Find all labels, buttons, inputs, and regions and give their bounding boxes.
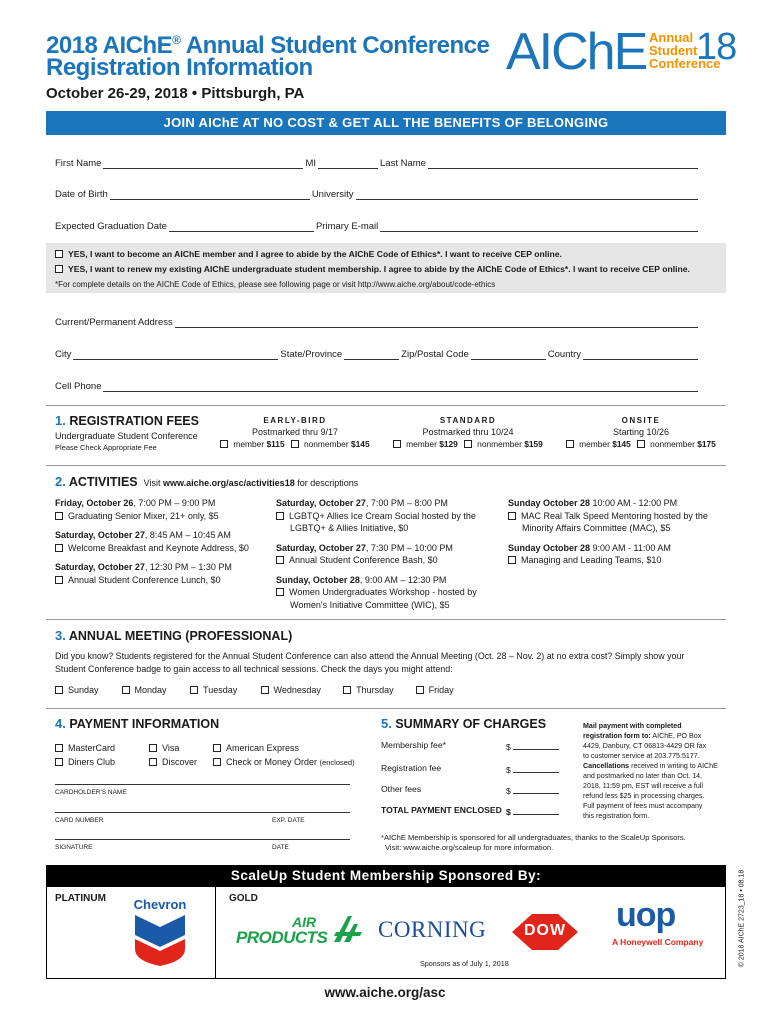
day-label: Tuesday: [203, 685, 238, 695]
fees-heading: [55, 413, 199, 428]
activity-item: [276, 574, 501, 587]
activity-when: Sunday October 28: [508, 542, 591, 553]
platinum-label: PLATINUM: [55, 893, 106, 904]
early-member-checkbox[interactable]: [220, 440, 228, 448]
country-field[interactable]: [583, 350, 698, 360]
title-suffix: Annual Student Conference: [180, 32, 490, 59]
mail-line: [583, 761, 723, 771]
mastercard-label: MasterCard: [68, 743, 116, 753]
summary-title: SUMMARY OF CHARGES: [395, 717, 547, 731]
corning-logo: CORNING: [378, 917, 487, 942]
day-checkbox[interactable]: [55, 686, 63, 694]
early-member-price: $115: [266, 439, 285, 449]
cardholder-line[interactable]: [55, 784, 350, 785]
mail-text: received in writing to AIChE: [629, 762, 718, 770]
phone-row: [55, 381, 700, 392]
card-number-line[interactable]: [55, 812, 350, 813]
membership-new-label: YES, I want to become an AIChE member and I agree to abide by the AIChE Code of Ethics*. I want to receive CEP online.: [68, 249, 562, 259]
email-label: Primary E-mail: [315, 221, 379, 232]
other-fees-label: Other fees: [381, 784, 422, 794]
footer-url[interactable]: www.aiche.org/asc: [324, 985, 446, 1000]
fees-title: REGISTRATION FEES: [69, 414, 199, 428]
aiche-logo: [506, 24, 736, 80]
visa-checkbox[interactable]: [149, 744, 157, 752]
activity-when: Saturday, October 27: [276, 542, 366, 553]
uop-text: uop: [616, 896, 676, 934]
activities-number: 2.: [55, 474, 66, 489]
activity-label: Managing and Leading Teams, $10: [521, 555, 662, 565]
standard-member-checkbox[interactable]: [393, 440, 401, 448]
day-option[interactable]: [343, 685, 413, 695]
day-option[interactable]: [122, 685, 188, 695]
dob-row: [55, 189, 700, 200]
page-subtitle: Registration Information: [46, 54, 313, 81]
payment-title: PAYMENT INFORMATION: [69, 717, 220, 731]
day-label: Monday: [134, 685, 167, 695]
standard-sub: Postmarked thru 10/24: [422, 427, 514, 437]
amex-option[interactable]: [213, 741, 299, 755]
day-checkbox[interactable]: [190, 686, 198, 694]
chevron-shield-icon: [133, 913, 187, 967]
day-checkbox[interactable]: [122, 686, 130, 694]
email-field[interactable]: [380, 222, 698, 232]
grad-row: [55, 221, 700, 232]
activity-item[interactable]: [55, 574, 270, 587]
onsite-non-label: nonmember: [650, 439, 695, 449]
chevron-logo: [128, 897, 192, 969]
activity-time: , 8:45 AM – 10:45 AM: [144, 530, 231, 540]
products-text: PRODUCTS: [236, 928, 328, 947]
honeywell-text: A Honeywell Company: [612, 937, 704, 947]
activity-time: , 7:30 PM – 10:00 PM: [365, 542, 453, 553]
activity-item[interactable]: [276, 554, 501, 567]
activity-label-cont: Women's Initiative Committee (WIC), $5: [290, 599, 450, 610]
standard-member-label: member: [406, 439, 437, 449]
day-label: Wednesday: [273, 685, 321, 695]
activity-label-cont: LGBTQ+ & Allies Initiative, $0: [290, 523, 409, 533]
gold-label: GOLD: [229, 893, 258, 904]
uop-logo: [612, 896, 712, 952]
diners-option[interactable]: [55, 755, 115, 769]
activities-rule: [46, 465, 726, 466]
activity-time: 10:00 AM - 12:00 PM: [590, 498, 678, 508]
activity-time: , 7:00 PM – 8:00 PM: [365, 498, 448, 508]
activity-when: Saturday, October 27: [55, 562, 145, 572]
annual-title: ANNUAL MEETING (PROFESSIONAL): [68, 629, 293, 643]
activity-checkbox[interactable]: [508, 556, 516, 564]
mi-label: MI: [305, 158, 317, 169]
dow-text: DOW: [523, 922, 567, 939]
dow-logo: [508, 910, 582, 954]
annual-text-1: Did you know? Students registered for the Annual Student Conference can also attend the Annual Meeting (Oct. 28 – Nov. 2) at no extra cost? Simply show your: [55, 651, 685, 661]
first-name-label: First Name: [55, 158, 102, 169]
activity-item[interactable]: [508, 554, 728, 567]
diners-label: Diners Club: [68, 757, 116, 767]
payment-number: 4.: [55, 716, 66, 731]
discover-label: Discover: [162, 757, 198, 767]
day-label: Friday: [428, 685, 454, 695]
activity-label: Graduating Senior Mixer, 21+ only, $5: [68, 510, 219, 521]
card-number-label: CARD NUMBER: [55, 817, 104, 824]
grad-date-field[interactable]: [169, 222, 314, 232]
dob-label: Date of Birth: [55, 189, 108, 200]
activity-when: Saturday, October 27: [276, 498, 366, 508]
fees-rule: [46, 405, 726, 406]
fee-standard: [383, 416, 553, 449]
day-checkbox[interactable]: [261, 686, 269, 694]
mail-line: Full payment of fees must accompany: [583, 802, 703, 810]
activity-label: Annual Student Conference Lunch, $0: [68, 574, 221, 585]
mail-text: AIChE, PO Box: [650, 732, 702, 740]
air-products-mark-icon: [330, 914, 364, 944]
title-prefix: 2018 AIChE: [46, 32, 173, 59]
side-copyright: © 2018 AIChE 2723_18 • 08.18: [738, 869, 746, 968]
activities-visit: [141, 478, 358, 488]
activities-col1: [55, 497, 270, 586]
activity-item: [508, 542, 728, 555]
activity-item: [276, 497, 501, 510]
air-text: AIR: [292, 914, 317, 930]
amex-label: American Express: [226, 743, 300, 753]
mail-bold: Cancellations: [583, 762, 630, 770]
standard-non-price: $159: [524, 439, 543, 449]
activity-checkbox[interactable]: [276, 588, 284, 596]
annual-rule: [46, 619, 726, 620]
join-banner: JOIN AIChE AT NO COST & GET ALL THE BENEFITS OF BELONGING: [46, 111, 726, 135]
annual-heading: [55, 628, 292, 643]
standard-non-label: nonmember: [477, 439, 522, 449]
day-checkbox[interactable]: [343, 686, 351, 694]
day-option[interactable]: [190, 685, 258, 695]
logo-year: 18: [696, 26, 737, 68]
mail-line: 4429, Danbury, CT 06813-4429 OR fax: [583, 742, 707, 750]
mastercard-checkbox[interactable]: [55, 744, 63, 752]
activity-time: , 7:00 PM – 9:00 PM: [133, 498, 216, 508]
early-sub: Postmarked thru 9/17: [251, 427, 339, 437]
mail-line: [583, 731, 723, 741]
total-label: TOTAL PAYMENT ENCLOSED: [381, 805, 502, 815]
day-label: Sunday: [68, 685, 99, 695]
mail-line: Mail payment with completed: [583, 722, 682, 730]
city-row: [55, 349, 700, 360]
activity-label: Annual Student Conference Bash, $0: [289, 555, 438, 565]
mail-line: and postmarked no later than Oct. 14,: [583, 772, 703, 780]
zip-field[interactable]: [471, 350, 546, 360]
onsite-non-price: $175: [697, 439, 716, 449]
activity-item[interactable]: [55, 510, 270, 523]
chevron-text: Chevron: [133, 897, 187, 912]
onsite-member-price: $145: [612, 439, 631, 449]
visa-option[interactable]: [149, 741, 179, 755]
check-enclosed: (enclosed): [319, 758, 355, 767]
sponsor-banner: ScaleUp Student Membership Sponsored By:: [46, 865, 726, 887]
activity-item: [55, 529, 270, 542]
signature-label: SIGNATURE: [55, 844, 93, 851]
logo-text: AIChE: [506, 23, 647, 81]
membership-renew-label: YES, I want to renew my existing AIChE undergraduate student membership. I agree to abide by the AIChE Code of Ethics*. I want to receive CEP online.: [68, 264, 690, 274]
activity-checkbox[interactable]: [55, 576, 63, 584]
amount-line[interactable]: [513, 805, 559, 815]
activity-checkbox[interactable]: [276, 512, 284, 520]
summary-note-1: *AIChE Membership is sponsored for all undergraduates, thanks to the ScaleUp Sponsors.: [381, 833, 686, 842]
day-checkbox[interactable]: [416, 686, 424, 694]
activity-label: MAC Real Talk Speed Mentoring hosted by the: [521, 510, 708, 521]
logo-student: Student: [649, 43, 698, 58]
cardholder-label: CARDHOLDER'S NAME: [55, 789, 127, 796]
activities-link[interactable]: www.aiche.org/asc/activities18: [162, 478, 295, 488]
activity-checkbox[interactable]: [276, 556, 284, 564]
activities-col3: [508, 497, 728, 567]
first-name-field[interactable]: [103, 159, 303, 169]
onsite-head: ONSITE: [621, 416, 661, 425]
visit-post: for descriptions: [294, 478, 359, 488]
membership-option-new[interactable]: [55, 249, 562, 259]
activities-col2: [276, 497, 501, 611]
standard-options: [383, 439, 553, 449]
grad-date-label: Expected Graduation Date: [55, 221, 167, 232]
country-label: Country: [547, 349, 582, 360]
activity-item: [55, 497, 270, 510]
registration-fee-field[interactable]: [506, 763, 561, 775]
standard-head: STANDARD: [439, 416, 497, 425]
fee-onsite: [556, 416, 726, 449]
discover-option[interactable]: [149, 755, 197, 769]
mastercard-option[interactable]: [55, 741, 115, 755]
dollar-sign: $: [506, 807, 511, 817]
total-field[interactable]: [506, 805, 561, 817]
day-label: Thursday: [356, 685, 394, 695]
onsite-member-checkbox[interactable]: [566, 440, 574, 448]
visit-pre: Visit: [143, 478, 163, 488]
annual-number: 3.: [55, 628, 66, 643]
activity-when: Friday, October 26: [55, 498, 134, 508]
summary-number: 5.: [381, 716, 392, 731]
onsite-sub: Starting 10/26: [612, 427, 670, 437]
activity-time: , 12:30 PM – 1:30 PM: [144, 562, 232, 572]
membership-option-renew[interactable]: [55, 264, 690, 274]
day-option[interactable]: [416, 685, 476, 695]
dob-field[interactable]: [110, 190, 310, 200]
activity-when: Saturday, October 27: [55, 530, 145, 540]
address-label: Current/Permanent Address: [55, 317, 173, 328]
payment-heading: [55, 716, 219, 731]
registered-mark: ®: [172, 33, 181, 47]
early-non-label: nonmember: [303, 439, 349, 449]
amex-checkbox[interactable]: [213, 744, 221, 752]
dollar-sign: $: [506, 742, 511, 752]
amount-line[interactable]: [513, 740, 559, 750]
membership-fee-field[interactable]: [506, 740, 561, 752]
early-head: EARLY-BIRD: [263, 416, 327, 425]
membership-renew-checkbox[interactable]: [55, 265, 63, 273]
standard-non-checkbox[interactable]: [464, 440, 472, 448]
other-fees-field[interactable]: [506, 784, 561, 796]
amount-line[interactable]: [513, 784, 559, 794]
activity-item: [55, 561, 270, 574]
activity-label-cont: Minority Affairs Committee (MAC), $5: [522, 523, 671, 533]
fees-row-label: Undergraduate Student Conference: [55, 431, 198, 441]
onsite-member-label: member: [579, 439, 610, 449]
logo-conference: Conference: [649, 56, 721, 71]
fee-early-bird: [210, 416, 380, 449]
mail-line: 2018, 11:59 pm, EST will receive a full: [583, 782, 703, 790]
check-checkbox[interactable]: [213, 758, 221, 766]
exp-date-label: EXP. DATE: [272, 817, 305, 824]
activity-when: Sunday October 28: [508, 498, 591, 508]
activity-time: 9:00 AM - 11:00 AM: [590, 542, 671, 553]
membership-fee-label: Membership fee*: [381, 740, 446, 750]
activity-label: LGBTQ+ Allies Ice Cream Social hosted by the: [289, 510, 476, 521]
phone-label: Cell Phone: [55, 381, 102, 392]
activity-item[interactable]: [276, 586, 501, 599]
state-field[interactable]: [344, 350, 399, 360]
early-member-label: member: [233, 439, 265, 449]
activity-item[interactable]: [55, 542, 270, 555]
event-date-location: October 26-29, 2018 • Pittsburgh, PA: [46, 85, 305, 102]
activity-checkbox[interactable]: [55, 512, 63, 520]
fees-row-note: Please Check Appropriate Fee: [55, 443, 157, 452]
diners-checkbox[interactable]: [55, 758, 63, 766]
amount-line[interactable]: [513, 763, 559, 773]
payment-rule: [46, 708, 726, 709]
activity-label: Women Undergraduates Workshop - hosted by: [289, 587, 477, 597]
city-field[interactable]: [73, 350, 278, 360]
name-row: [55, 158, 700, 169]
mail-instructions: [583, 721, 723, 821]
standard-member-price: $129: [439, 439, 458, 449]
onsite-options: [556, 439, 726, 449]
annual-days: [55, 685, 476, 695]
early-non-price: $145: [350, 439, 370, 449]
annual-text-2: Student Conference badge to gain access to all technical sessions. Check the days you might attend:: [55, 664, 453, 674]
university-label: University: [311, 189, 354, 200]
address-field[interactable]: [175, 318, 698, 328]
mail-bold: registration form to:: [583, 732, 651, 740]
activity-checkbox[interactable]: [55, 544, 63, 552]
day-option[interactable]: [261, 685, 341, 695]
activity-item[interactable]: [508, 510, 728, 523]
logo-annual: Annual: [649, 30, 694, 45]
city-label: City: [55, 349, 72, 360]
check-option[interactable]: [213, 755, 355, 770]
day-option[interactable]: [55, 685, 119, 695]
phone-field[interactable]: [103, 382, 698, 392]
address-row: [55, 317, 700, 328]
activity-item: [508, 497, 728, 510]
mi-field[interactable]: [318, 159, 378, 169]
signature-line[interactable]: [55, 839, 350, 840]
check-label: Check or Money Order: [226, 757, 318, 767]
last-name-field[interactable]: [428, 159, 698, 169]
membership-new-checkbox[interactable]: [55, 250, 63, 258]
activity-item: [276, 542, 501, 555]
discover-checkbox[interactable]: [149, 758, 157, 766]
early-non-checkbox[interactable]: [291, 440, 299, 448]
zip-label: Zip/Postal Code: [401, 349, 469, 360]
registration-fee-label: Registration fee: [381, 763, 442, 773]
university-field[interactable]: [356, 190, 698, 200]
summary-note-2: Visit: www.aiche.org/scaleup for more information.: [385, 843, 554, 852]
activities-heading: [55, 474, 358, 489]
onsite-non-checkbox[interactable]: [637, 440, 645, 448]
dollar-sign: $: [506, 786, 511, 796]
air-products-logo: [236, 914, 364, 950]
dollar-sign: $: [506, 765, 511, 775]
mail-line: to customer service at 203.775.5177.: [583, 752, 700, 760]
state-label: State/Province: [280, 349, 343, 360]
activities-title: ACTIVITIES: [68, 475, 138, 489]
activity-checkbox[interactable]: [508, 512, 516, 520]
mail-line: refund less $25 in processing charges.: [583, 792, 705, 800]
summary-heading: [381, 716, 546, 731]
ethics-note: *For complete details on the AIChE Code of Ethics, please see following page or visit http://www.aiche.org/about/code-ethics: [55, 280, 496, 289]
sponsors-as-of: Sponsors as of July 1, 2018: [420, 959, 509, 968]
fees-number: 1.: [55, 413, 66, 428]
last-name-label: Last Name: [380, 158, 426, 169]
activity-item[interactable]: [276, 510, 501, 523]
activity-when: Sunday, October 28: [276, 574, 360, 585]
sponsor-divider: [215, 887, 216, 979]
mail-line: this registration form.: [583, 812, 650, 820]
visa-label: Visa: [162, 743, 180, 753]
date-label: DATE: [272, 844, 289, 851]
activity-time: , 9:00 AM – 12:30 PM: [359, 574, 447, 585]
activity-label: Welcome Breakfast and Keynote Address, $0: [68, 542, 249, 553]
early-options: [210, 439, 380, 449]
